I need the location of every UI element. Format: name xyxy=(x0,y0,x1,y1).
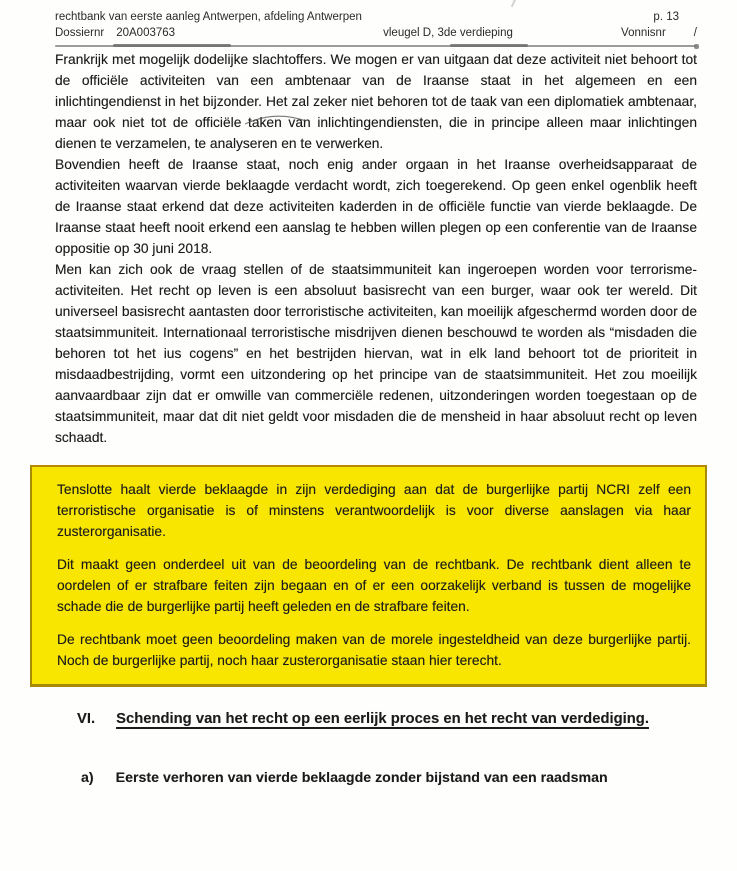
header-row-court xyxy=(55,10,697,24)
highlight-paragraph-ncri: Tenslotte haalt vierde beklaagde in zijn verdediging aan dat de burgerlijke partij NCRI zelf een terroristische organisatie is of minstens verantwoordelijk is voor diverse aanslagen via haar zusterorganisatie. xyxy=(57,482,691,539)
page-number: p. 13 xyxy=(653,11,679,23)
dossier-label: Dossiernr xyxy=(55,27,105,39)
vonnis-field xyxy=(621,26,697,40)
highlighted-block xyxy=(30,465,707,687)
dossier-field xyxy=(55,26,275,40)
highlight-paragraph-beoordeling: Dit maakt geen onderdeel uit van de beoordeling van de rechtbank. De rechtbank dient alleen te oordelen of er strafbare feiten zijn begaan en of er een oorzakelijk verband is tussen de mogelijke schade die de burgerlijke partij heeft geleden en de strafbare feiten. xyxy=(57,557,691,614)
vonnis-label: Vonnisnr xyxy=(621,27,666,39)
page-header xyxy=(55,10,697,49)
paragraph-state-immunity: Men kan zich ook de vraag stellen of de staatsimmuniteit kan ingeroepen worden voor terrorisme-activiteiten. Het recht op leven is een absoluut basisrecht van een burger, waar ook ter wereld. Dit universeel basisrecht aantasten door terroristische activiteiten, kan moeilijk afgeschermd worden door de staatsimmuniteit. Internationaal terroristische misdrijven dienen beschouwd te worden als “misdaden die behoren tot het ius cogens” en het bestrijden hiervan, wat in elk land behoort tot de prioriteit in misdaadbestrijding, vormt een uitzondering op het principe van de staatsimmuniteit. Het zou moeilijk aanvaardbaar zijn dat er omwille van commerciële redenen, uitzonderingen worden toegestaan op de staatsimmuniteit, maar dat dit niet geldt voor misdaden die de mensheid in haar absoluut recht op leven schaadt. xyxy=(55,262,697,445)
section-title: Schending van het recht op een eerlijk proces en het recht van verdediging. xyxy=(116,711,649,727)
court-location: vleugel D, 3de verdieping xyxy=(383,27,513,39)
dossier-number: 20A003763 xyxy=(116,27,176,39)
paragraph-iranian-state: Bovendien heeft de Iraanse staat, noch enig ander orgaan in het Iraanse overheidsapparaat de activiteiten waarvan vierde beklaagde verdacht wordt, zich toegerekend. Op geen enkel ogenblik heeft de Iraanse staat erkend dat deze activiteiten kaderden in de officiële functie van vierde beklaagde. De Iraanse staat heeft nooit erkend een aanslag te hebben willen plegen op een conferentie van de Iraanse oppositie op 30 juni 2018. xyxy=(55,157,697,256)
paragraph-activity-not-official: Frankrijk met mogelijk dodelijke slachtoffers. We mogen er van uitgaan dat deze activiteit niet behoort tot de officiële activiteiten van een ambtenaar van de Iraanse staat in het algemeen en een inlichtingendienst in het bijzonder. Het zal zeker niet behoren tot de taak van een diplomatiek ambtenaar, maar ook niet tot de officiële taken van inlichtingendiensten, die in principe alleen maar inlichtingen dienen te verzamelen, te analyseren en te verwerken. xyxy=(55,52,697,151)
divider-end-tick xyxy=(694,44,699,49)
subsection-heading-a xyxy=(81,769,697,788)
header-row-dossier xyxy=(55,26,697,40)
subsection-label: a) xyxy=(81,770,94,786)
divider-dark-segment xyxy=(450,44,528,47)
section-heading-vi xyxy=(77,710,697,729)
header-divider-line xyxy=(55,43,697,49)
subsection-title: Eerste verhoren van vierde beklaagde zonder bijstand van een raadsman xyxy=(115,770,608,786)
section-numeral: VI. xyxy=(77,711,96,727)
court-name: rechtbank van eerste aanleg Antwerpen, afdeling Antwerpen xyxy=(55,11,362,23)
divider-dark-segment xyxy=(113,44,231,47)
vonnis-value: / xyxy=(693,27,697,39)
highlight-paragraph-morele: De rechtbank moet geen beoordeling maken van de morele ingesteldheid van deze burgerlijke partij. Noch de burgerlijke partij, noch haar zusterorganisatie staan hier terecht. xyxy=(57,632,691,668)
document-body xyxy=(55,49,697,788)
